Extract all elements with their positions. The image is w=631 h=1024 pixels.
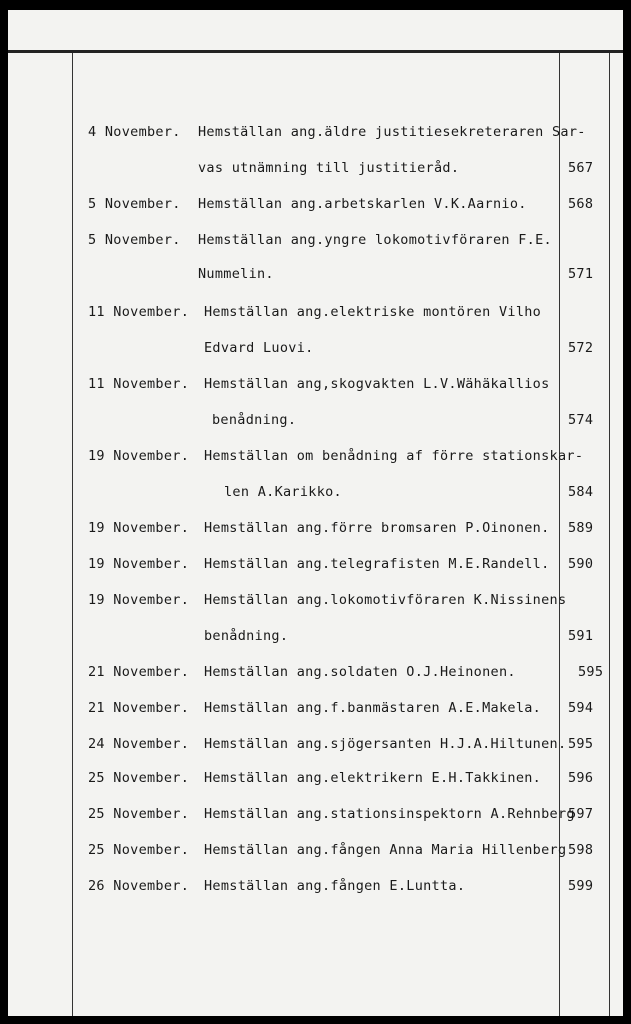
entry-text: vas utnämning till justitieråd. <box>198 160 460 176</box>
entry-page-number: 594 <box>568 700 594 716</box>
entry-text: Hemställan ang.äldre justitiesekreteraren Sar- <box>198 124 586 140</box>
entry-date: 26 November. <box>88 878 190 894</box>
entry-row <box>8 484 623 508</box>
entry-row <box>8 770 623 794</box>
entry-text: Hemställan ang.sjögersanten H.J.A.Hiltunen. <box>204 736 567 752</box>
entry-page-number: 595 <box>568 736 594 752</box>
entry-text: Edvard Luovi. <box>204 340 314 356</box>
entry-page-number: 567 <box>568 160 594 176</box>
entry-text: Hemställan ang.lokomotivföraren K.Nissinens <box>204 592 567 608</box>
entry-date: 19 November. <box>88 448 190 464</box>
entry-row <box>8 556 623 580</box>
entry-text: Nummelin. <box>198 266 274 282</box>
entry-row <box>8 592 623 616</box>
entry-page-number: 599 <box>568 878 594 894</box>
entry-page-number: 590 <box>568 556 594 572</box>
entry-row <box>8 628 623 652</box>
top-rule <box>8 50 623 53</box>
entry-text: len A.Karikko. <box>224 484 342 500</box>
entry-row <box>8 266 623 290</box>
entry-row <box>8 700 623 724</box>
entry-date: 21 November. <box>88 664 190 680</box>
entry-text: Hemställan ang.arbetskarlen V.K.Aarnio. <box>198 196 527 212</box>
entry-date: 19 November. <box>88 556 190 572</box>
entry-date: 25 November. <box>88 842 190 858</box>
entry-date: 11 November. <box>88 304 190 320</box>
entry-page-number: 568 <box>568 196 594 212</box>
entry-text: Hemställan ang.f.banmästaren A.E.Makela. <box>204 700 542 716</box>
entry-row <box>8 412 623 436</box>
entry-row <box>8 124 623 148</box>
entry-date: 19 November. <box>88 520 190 536</box>
entry-text: Hemställan ang.soldaten O.J.Heinonen. <box>204 664 516 680</box>
entry-text: benådning. <box>204 628 289 644</box>
entry-page-number: 589 <box>568 520 594 536</box>
entry-text: Hemställan ang.förre bromsaren P.Oinonen. <box>204 520 550 536</box>
entry-text: Hemställan om benådning af förre stationskar- <box>204 448 584 464</box>
entry-row <box>8 664 623 688</box>
ledger-page <box>8 10 623 1016</box>
entry-text: Hemställan ang.fången Anna Maria Hillenberg <box>204 842 567 858</box>
entry-date: 21 November. <box>88 700 190 716</box>
entry-date: 11 November. <box>88 376 190 392</box>
entry-row <box>8 232 623 256</box>
entry-date: 19 November. <box>88 592 190 608</box>
entry-page-number: 596 <box>568 770 594 786</box>
entry-date: 24 November. <box>88 736 190 752</box>
entry-date: 4 November. <box>88 124 181 140</box>
entry-text: Hemställan ang.stationsinspektorn A.Rehnberg <box>204 806 575 822</box>
entry-row <box>8 842 623 866</box>
entry-row <box>8 736 623 760</box>
entry-text: Hemställan ang.elektrikern E.H.Takkinen. <box>204 770 542 786</box>
entry-text: benådning. <box>212 412 297 428</box>
entry-page-number: 571 <box>568 266 594 282</box>
entry-page-number: 595 <box>578 664 604 680</box>
entry-row <box>8 878 623 902</box>
entry-page-number: 574 <box>568 412 594 428</box>
entry-page-number: 572 <box>568 340 594 356</box>
entry-page-number: 591 <box>568 628 594 644</box>
entry-row <box>8 160 623 184</box>
entry-page-number: 584 <box>568 484 594 500</box>
entry-row <box>8 376 623 400</box>
entry-page-number: 597 <box>568 806 594 822</box>
entry-date: 25 November. <box>88 770 190 786</box>
entry-row <box>8 304 623 328</box>
entry-row <box>8 340 623 364</box>
entry-row <box>8 520 623 544</box>
entry-date: 5 November. <box>88 232 181 248</box>
entry-text: Hemställan ang,skogvakten L.V.Wähäkallios <box>204 376 550 392</box>
entry-date: 25 November. <box>88 806 190 822</box>
entry-text: Hemställan ang.elektriske montören Vilho <box>204 304 542 320</box>
entry-row <box>8 448 623 472</box>
entry-text: Hemställan ang.yngre lokomotivföraren F.E. <box>198 232 552 248</box>
entry-row <box>8 196 623 220</box>
entry-row <box>8 806 623 830</box>
entry-page-number: 598 <box>568 842 594 858</box>
entry-text: Hemställan ang.telegrafisten M.E.Randell. <box>204 556 550 572</box>
entry-text: Hemställan ang.fången E.Luntta. <box>204 878 466 894</box>
entry-date: 5 November. <box>88 196 181 212</box>
